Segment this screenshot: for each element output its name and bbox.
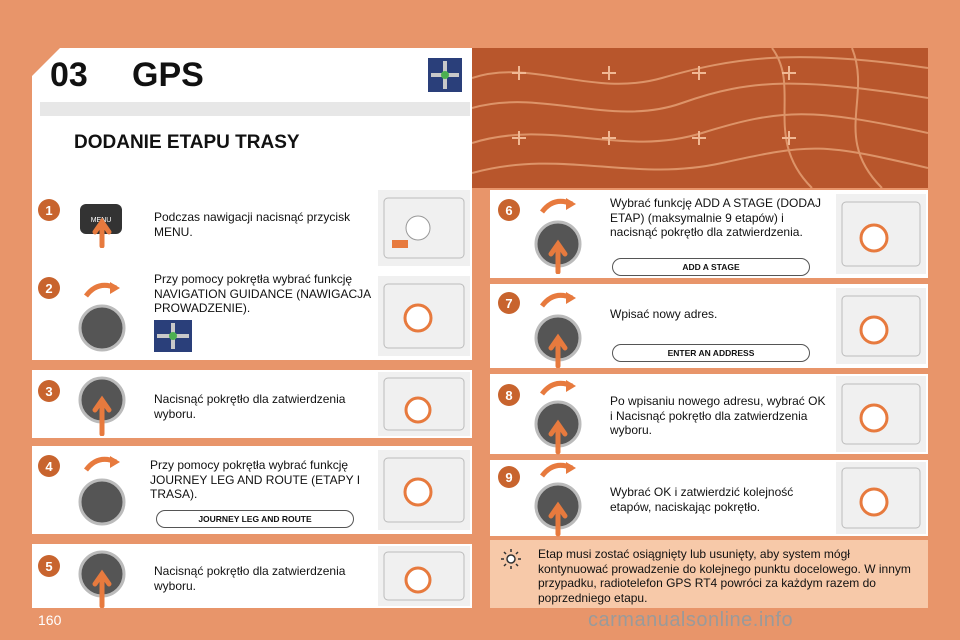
rotate-press-knob-icon (534, 194, 584, 274)
step-badge-6: 6 (498, 199, 520, 221)
step-text-2: Przy pomocy pokrętła wybrać funkcję NAVIGATION GUIDANCE (NAWIGACJA PROWADZENIE). (154, 272, 371, 315)
rotate-knob-icon (78, 278, 128, 352)
note-text: Etap musi zostać osiągnięty lub usunięty, aby system mógł kontynuować prowadzenie do kolejnego punktu docelowego. W innym przypadku, radiotelefon GPS RT4 powróci za każdym razem do poprzedniego etapu. (538, 547, 911, 605)
radio-thumbnail-rotate (378, 276, 470, 356)
step-text-5: Nacisnąć pokrętło dla zatwierdzenia wyboru. (154, 564, 346, 593)
press-knob-icon (78, 546, 128, 608)
rotate-knob-icon (78, 452, 128, 526)
radio-thumbnail-rotate-press (836, 376, 926, 452)
step-text-4: Przy pomocy pokrętła wybrać funkcję JOURNEY LEG AND ROUTE (ETAPY I TRASA). (150, 458, 361, 501)
chapter-title: GPS (132, 56, 204, 94)
header-separator (40, 102, 470, 116)
topographic-map-image (472, 48, 928, 188)
step-badge-5: 5 (38, 555, 60, 577)
svg-text:MENU: MENU (90, 217, 112, 224)
section-title: DODANIE ETAPU TRASY (74, 132, 300, 153)
step-badge-9: 9 (498, 466, 520, 488)
radio-thumbnail-press (378, 546, 470, 606)
radio-thumbnail-rotate (378, 450, 470, 530)
step-text-6: Wybrać funkcję ADD A STAGE (DODAJ ETAP) (maksymalnie 9 etapów) i nacisnąć pokrętło dla zatwierdzenia. (610, 196, 822, 239)
step-text-3: Nacisnąć pokrętło dla zatwierdzenia wyboru. (154, 392, 346, 421)
menu-option-add-a-stage: ADD A STAGE (612, 258, 810, 276)
chapter-number: 03 (50, 56, 88, 94)
step-badge-1: 1 (38, 199, 60, 221)
menu-button-icon (78, 198, 126, 248)
step-badge-4: 4 (38, 455, 60, 477)
radio-thumbnail-rotate-press (836, 288, 926, 364)
watermark: carmanualsonline.info (588, 609, 794, 631)
step-text-1: Podczas nawigacji nacisnąć przycisk MENU. (154, 210, 351, 239)
step-text-9: Wybrać OK i zatwierdzić kolejność etapów, naciskając pokrętło. (610, 485, 794, 514)
menu-option-enter-address: ENTER AN ADDRESS (612, 344, 810, 362)
radio-thumbnail-press (378, 372, 470, 436)
rotate-press-knob-icon (534, 376, 584, 456)
step-text-7: Wpisać nowy adres. (610, 307, 718, 321)
press-knob-icon (78, 372, 128, 436)
rotate-press-knob-icon (534, 288, 584, 368)
radio-thumbnail-rotate-press (836, 194, 926, 274)
step-text-8: Po wpisaniu nowego adresu, wybrać OK i Nacisnąć pokrętło dla zatwierdzenia wyboru. (610, 394, 826, 437)
radio-thumbnail-menu (378, 190, 470, 266)
step-badge-2: 2 (38, 277, 60, 299)
page-number: 160 (38, 612, 62, 628)
gps-icon (428, 58, 462, 92)
navigation-guidance-icon (154, 320, 192, 352)
sun-hint-icon (500, 548, 522, 570)
rotate-press-knob-icon (534, 458, 584, 538)
step-badge-8: 8 (498, 384, 520, 406)
step-badge-7: 7 (498, 292, 520, 314)
radio-thumbnail-rotate-press (836, 462, 926, 534)
step-badge-3: 3 (38, 380, 60, 402)
header-card (32, 48, 472, 188)
menu-option-journey-leg: JOURNEY LEG AND ROUTE (156, 510, 354, 528)
